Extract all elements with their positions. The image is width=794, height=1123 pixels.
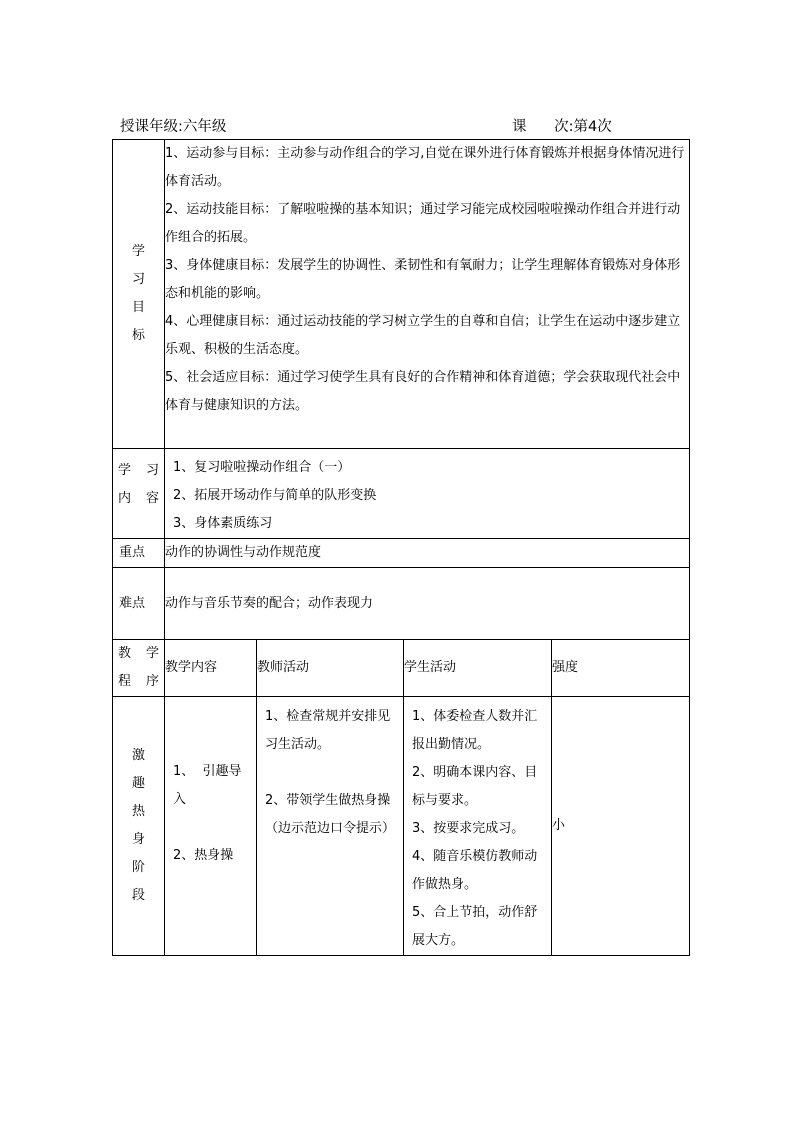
objectives-content [165, 140, 690, 449]
student-activity-item: 1、体委检查人数并汇报出勤情况。 [412, 709, 538, 752]
student-activity-item: 4、随音乐模仿教师动作做热身。 [412, 849, 538, 892]
procedure-label: 教 学 程 序 [113, 640, 165, 697]
objective-item: 5、社会适应目标：通过学习使学生具有良好的合作精神和体育道德；学会获取现代社会中体育与健康知识的方法。 [165, 370, 681, 413]
lesson-number-label: 课 次:第4次 [512, 119, 612, 135]
student-activity-item: 2、明确本课内容、目标与要求。 [412, 765, 538, 808]
objectives-label: 学 习 目 标 [113, 140, 165, 449]
student-activity-item: 5、合上节拍，动作舒展大方。 [412, 905, 538, 948]
lesson-plan-table [112, 139, 690, 956]
content-label: 学 习 内 容 [113, 449, 165, 539]
content-row [113, 449, 690, 539]
warmup-intensity: 小 [552, 697, 690, 956]
objective-item: 1、运动参与目标：主动参与动作组合的学习,自觉在课外进行体育锻炼并根据身体情况进行体育活动。 [165, 146, 685, 189]
warmup-content [165, 697, 257, 956]
warmup-student-activity [404, 697, 552, 956]
content-items [165, 449, 690, 539]
difficulty-text: 动作与音乐节奏的配合；动作表现力 [165, 568, 690, 640]
column-header-student: 学生活动 [404, 640, 552, 697]
objective-item: 2、运动技能目标：了解啦啦操的基本知识；通过学习能完成校园啦啦操动作组合并进行动作组合的拓展。 [165, 202, 681, 245]
teacher-activity-item: 2、带领学生做热身操（边示范边口令提示） [265, 793, 396, 836]
content-item: 2、拓展开场动作与简单的队形变换 [173, 488, 377, 503]
objectives-row [113, 140, 690, 449]
objective-item: 4、心理健康目标：通过运动技能的学习树立学生的自尊和自信；让学生在运动中逐步建立乐观、积极的生活态度。 [165, 314, 681, 357]
key-point-text: 动作的协调性与动作规范度 [165, 539, 690, 568]
procedure-header-row [113, 640, 690, 697]
content-item: 3、身体素质练习 [173, 516, 273, 531]
grade-label: 授课年级:六年级 [120, 119, 227, 135]
key-point-label: 重点 [113, 539, 165, 568]
warmup-teacher-activity [257, 697, 404, 956]
content-item: 1、复习啦啦操动作组合（一） [173, 460, 351, 475]
difficulty-label: 难点 [113, 568, 165, 640]
warmup-content-item: 1、 引趣导入 [173, 764, 242, 807]
column-header-content: 教学内容 [165, 640, 257, 697]
student-activity-item: 3、按要求完成习。 [412, 821, 525, 836]
warmup-label: 激 趣 热 身 阶 段 [113, 697, 165, 956]
column-header-teacher: 教师活动 [257, 640, 404, 697]
column-header-intensity: 强度 [552, 640, 690, 697]
warmup-row [113, 697, 690, 956]
objective-item: 3、身体健康目标：发展学生的协调性、柔韧性和有氧耐力；让学生理解体育锻炼对身体形态和机能的影响。 [165, 258, 681, 301]
key-point-row [113, 539, 690, 568]
teacher-activity-item: 1、检查常规并安排见习生活动。 [265, 709, 391, 752]
warmup-content-item: 2、热身操 [173, 848, 234, 863]
difficulty-row [113, 568, 690, 640]
